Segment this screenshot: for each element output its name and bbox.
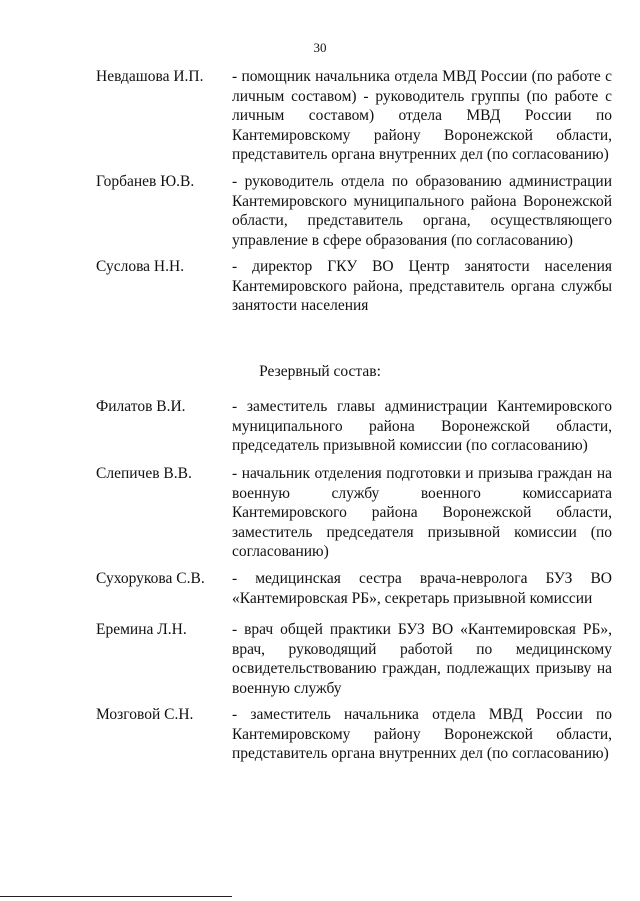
member-role: - директор ГКУ ВО Центр занятости населения Кантемировского района, представитель органа службы занятости населения — [232, 258, 612, 314]
member-role: - начальник отделения подготовки и призыва граждан на военную службу военного комиссариата Кантемировского района Воронежской области, заместитель председателя призывной комиссии (по согласованию) — [232, 465, 612, 560]
member-role: - руководитель отдела по образованию администрации Кантемировского муниципального района Воронежской области, представитель органа, осуществляющего управление в сфере образования (по согласованию) — [232, 173, 612, 249]
member-name: Еремина Л.Н. — [96, 621, 187, 638]
member-role: - заместитель начальника отдела МВД России по Кантемировскому району Воронежской области, представитель органа внутренних дел (по согласованию) — [232, 706, 612, 762]
member-name: Мозговой С.Н. — [96, 706, 194, 723]
reserve-heading: Резервный состав: — [259, 363, 381, 380]
member-role: - заместитель главы администрации Кантемировского муниципального района Воронежской области, председатель призывной комиссии (по согласованию) — [232, 398, 612, 454]
member-role: - медицинская сестра врача-невролога БУЗ ВО «Кантемировская РБ», секретарь призывной комиссии — [232, 570, 612, 607]
member-name: Горбанев Ю.В. — [96, 173, 195, 190]
member-name: Невдашова И.П. — [96, 68, 204, 85]
member-name: Филатов В.И. — [96, 398, 186, 415]
member-role: - помощник начальника отдела МВД России (по работе с личным составом) - руководитель группы (по работе с личным составом) отдела МВД России по Кантемировскому району Воронежской области, представитель органа внутренних дел (по согласованию) — [232, 68, 612, 163]
member-name: Слепичев В.В. — [96, 465, 192, 482]
member-name: Сухорукова С.В. — [96, 570, 205, 587]
page-number: 30 — [313, 40, 327, 55]
member-role: - врач общей практики БУЗ ВО «Кантемировская РБ», врач, руководящий работой по медицинскому освидетельствованию граждан, подлежащих призыву на военную службу — [232, 621, 612, 697]
footnote-divider — [0, 896, 232, 897]
member-name: Суслова Н.Н. — [96, 258, 185, 275]
